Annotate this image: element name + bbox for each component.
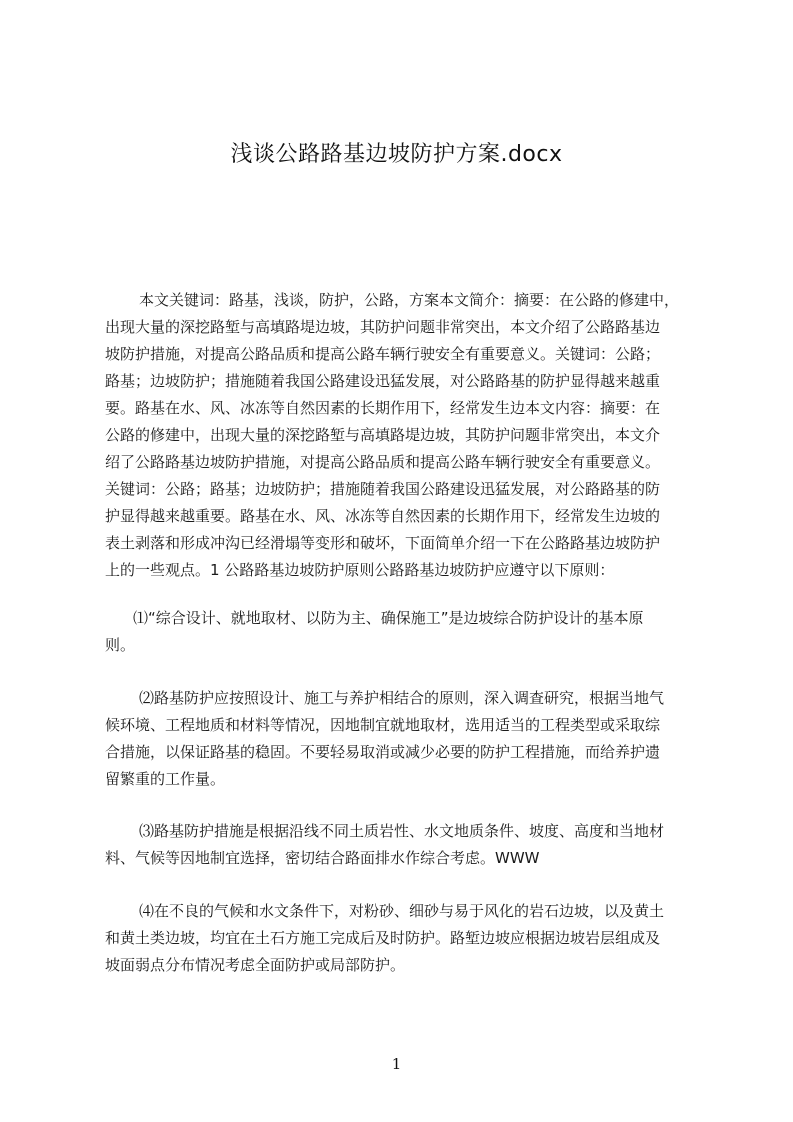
text-line: 本文关键词：路基，浅谈，防护，公路，方案本文简介：摘要：在公路的修建中， <box>139 291 680 309</box>
text-line: ⑵路基防护应按照设计、施工与养护相结合的原则，深入调查研究，根据当地气 <box>139 689 665 707</box>
text-line: 合措施，以保证路基的稳固。不要轻易取消或减少必要的防护工程措施，而给养护遗 <box>105 743 661 761</box>
text-line: 坡面弱点分布情况考虑全面防护或局部防护。 <box>105 956 406 974</box>
text-line: 关键词：公路；路基；边坡防护；措施随着我国公路建设迅猛发展，对公路路基的防 <box>105 480 661 498</box>
text-line: 坡防护措施，对提高公路品质和提高公路车辆行驶安全有重要意义。关键词：公路； <box>105 345 661 363</box>
text-line: 表土剥落和形成冲沟已经滑塌等变形和破坏，下面简单介绍一下在公路路基边坡防护 <box>105 534 661 552</box>
paragraph-principle-1 <box>105 605 725 659</box>
text-line: 护显得越来越重要。路基在水、风、冰冻等自然因素的长期作用下，经常发生边坡的 <box>105 507 661 525</box>
text-line: 候环境、工程地质和材料等情况，因地制宜就地取材，选用适当的工程类型或采取综 <box>105 716 661 734</box>
paragraph-principle-4 <box>105 898 725 979</box>
paragraph-principle-3 <box>105 818 725 872</box>
text-line: 和黄土类边坡，均宜在土石方施工完成后及时防护。路堑边坡应根据边坡岩层组成及 <box>105 929 661 947</box>
text-line: 上的一些观点。1 公路路基边坡防护原则公路路基边坡防护应遵守以下原则： <box>105 561 615 579</box>
paragraph-principle-2 <box>105 685 725 793</box>
text-line: 公路的修建中，出现大量的深挖路堑与高填路堤边坡，其防护问题非常突出，本文介 <box>105 426 661 444</box>
paragraph-abstract <box>105 287 725 584</box>
text-line: ⑷在不良的气候和水文条件下，对粉砂、细砂与易于风化的岩石边坡，以及黄土 <box>139 902 665 920</box>
text-line: 留繁重的工作量。 <box>105 770 226 788</box>
page-number: 1 <box>391 1055 402 1073</box>
text-line: 要。路基在水、风、冰冻等自然因素的长期作用下，经常发生边本文内容：摘要：在 <box>105 399 661 417</box>
text-line: ⑶路基防护措施是根据沿线不同土质岩性、水文地质条件、坡度、高度和当地材 <box>139 822 665 840</box>
text-line: 路基；边坡防护；措施随着我国公路建设迅猛发展，对公路路基的防护显得越来越重 <box>105 372 661 390</box>
text-line: ⑴“综合设计、就地取材、以防为主、确保施工”是边坡综合防护设计的基本原 <box>133 609 644 627</box>
document-title: 浅谈公路路基边坡防护方案.docx <box>230 142 563 167</box>
text-line: 料、气候等因地制宜选择，密切结合路面排水作综合考虑。WWW <box>105 849 540 867</box>
text-line: 绍了公路路基边坡防护措施，对提高公路品质和提高公路车辆行驶安全有重要意义。 <box>105 453 661 471</box>
text-line: 则。 <box>105 636 136 654</box>
text-line: 出现大量的深挖路堑与高填路堤边坡，其防护问题非常突出，本文介绍了公路路基边 <box>105 318 661 336</box>
